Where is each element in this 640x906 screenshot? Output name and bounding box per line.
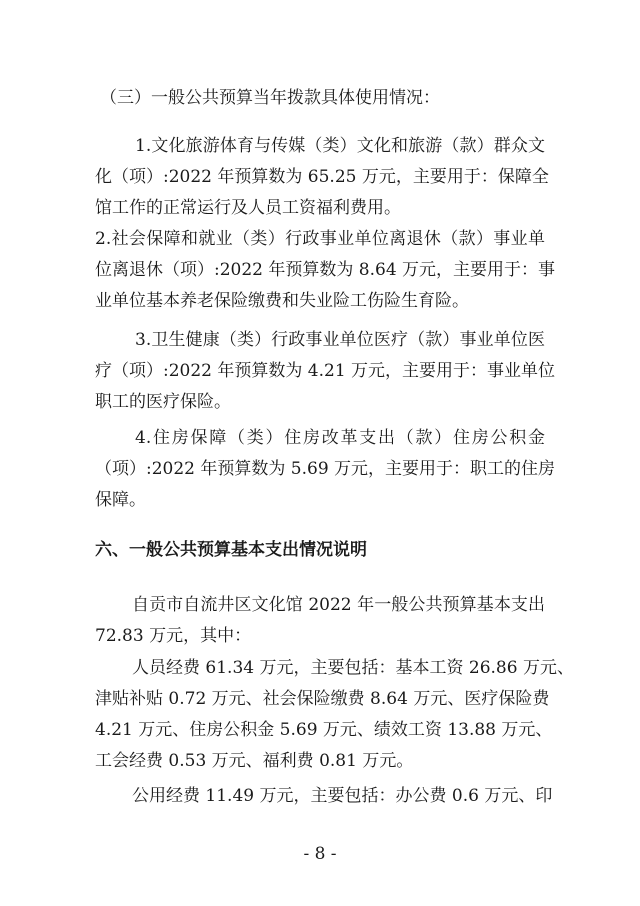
item3-line3: 职工的医疗保险。 bbox=[95, 392, 231, 412]
item4-line1: 4.住房保障（类）住房改革支出（款）住房公积金 bbox=[135, 428, 545, 448]
intro-line2: 72.83 万元，其中： bbox=[95, 626, 252, 646]
section6-title: 六、一般公共预算基本支出情况说明 bbox=[95, 540, 367, 560]
personnel-line4: 工会经费 0.53 万元、福利费 0.81 万元。 bbox=[95, 751, 414, 771]
public-line1: 公用经费 11.49 万元，主要包括：办公费 0.6 万元、印 bbox=[132, 786, 553, 806]
item2-line2: 位离退休（项）:2022 年预算数为 8.64 万元，主要用于：事 bbox=[95, 260, 556, 280]
personnel-line1: 人员经费 61.34 万元，主要包括：基本工资 26.86 万元、 bbox=[132, 658, 574, 678]
section3-title: （三）一般公共预算当年拨款具体使用情况： bbox=[100, 88, 440, 108]
item3-line2: 疗（项）:2022 年预算数为 4.21 万元，主要用于：事业单位 bbox=[95, 361, 556, 381]
item2-line3: 业单位基本养老保险缴费和失业险工伤险生育险。 bbox=[95, 291, 469, 311]
item4-line2: （项）:2022 年预算数为 5.69 万元，主要用于：职工的住房 bbox=[95, 459, 556, 479]
intro-line1: 自贡市自流井区文化馆 2022 年一般公共预算基本支出 bbox=[132, 595, 545, 615]
item2-line1: 2.社会保障和就业（类）行政事业单位离退休（款）事业单 bbox=[95, 229, 545, 249]
item1-line1: 1.文化旅游体育与传媒（类）文化和旅游（款）群众文 bbox=[135, 136, 545, 156]
personnel-line3: 4.21 万元、住房公积金 5.69 万元、绩效工资 13.88 万元、 bbox=[95, 720, 553, 740]
page-number: - 8 - bbox=[303, 844, 337, 864]
item3-line1: 3.卫生健康（类）行政事业单位医疗（款）事业单位医 bbox=[135, 330, 545, 350]
item4-line3: 保障。 bbox=[95, 490, 146, 510]
item1-line2: 化（项）:2022 年预算数为 65.25 万元，主要用于：保障全 bbox=[95, 167, 549, 187]
personnel-line2: 津贴补贴 0.72 万元、社会保险缴费 8.64 万元、医疗保险费 bbox=[95, 689, 550, 709]
item1-line3: 馆工作的正常运行及人员工资福利费用。 bbox=[95, 198, 401, 218]
